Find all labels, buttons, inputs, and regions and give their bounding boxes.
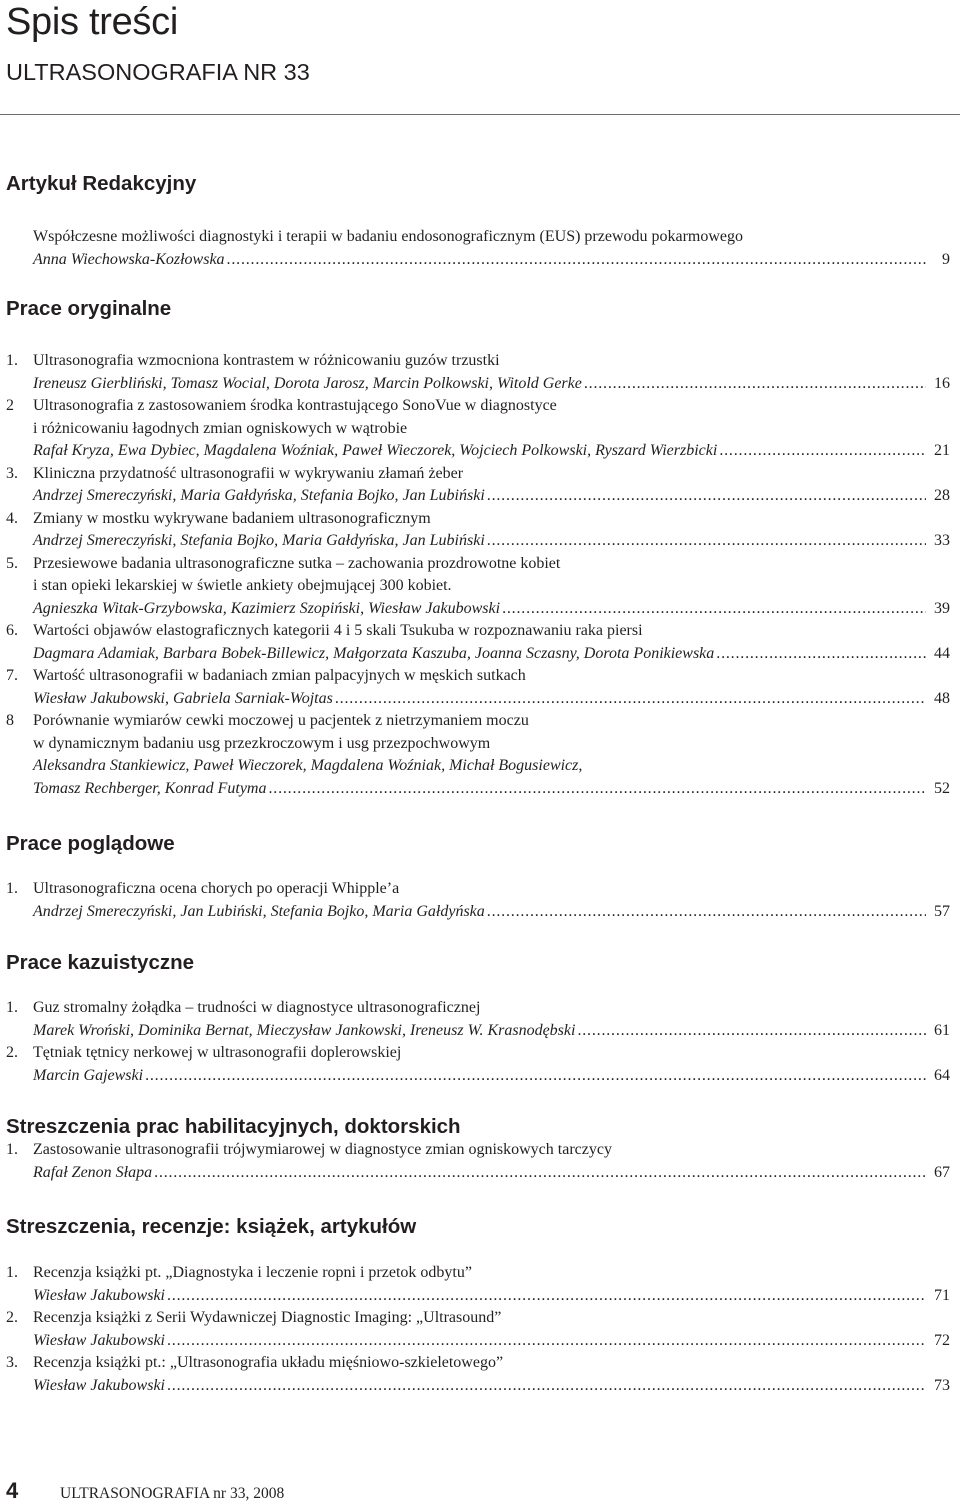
entry-title-line: Recenzja książki pt.: „Ultrasonografia układu mięśniowo-szkieletowego”	[33, 1354, 504, 1371]
toc-entry[interactable]	[6, 350, 950, 395]
footer-journal-name: ULTRASONOGRAFIA nr 33, 2008	[60, 1485, 285, 1502]
entry-number: 1.	[6, 1264, 18, 1281]
entry-title-line: Ultrasonografia z zastosowaniem środka kontrastującego SonoVue w diagnostyce	[33, 397, 557, 414]
entry-authors-page-line	[6, 1162, 950, 1185]
toc-entry[interactable]	[6, 1307, 950, 1352]
entry-number: 5.	[6, 554, 18, 572]
entry-authors-page-line	[6, 1065, 950, 1088]
entry-authors: Anna Wiechowska-Kozłowska	[33, 250, 225, 268]
leader-dots	[502, 598, 926, 621]
leader-dots	[227, 249, 926, 272]
entry-authors-page-line	[6, 688, 950, 711]
entry-authors: Wiesław Jakubowski	[33, 1286, 165, 1304]
entry-page-number: 64	[934, 1066, 950, 1084]
section-title: Artykuł Redakcyjny	[6, 172, 197, 195]
entry-authors: Agnieszka Witak-Grzybowska, Kazimierz Szopiński, Wiesław Jakubowski	[33, 599, 501, 617]
entry-authors: Rafał Zenon Słapa	[33, 1163, 153, 1181]
entry-number: 1.	[6, 880, 18, 897]
entry-authors-page-line	[6, 598, 950, 621]
entry-number: 1.	[6, 999, 18, 1016]
toc-entry[interactable]	[6, 1262, 950, 1307]
leader-dots	[268, 778, 926, 801]
entry-page-number: 44	[934, 644, 950, 662]
leader-dots	[719, 440, 926, 463]
toc-entry[interactable]	[6, 665, 950, 710]
entry-page-number: 28	[934, 487, 950, 504]
entry-title-line: Tętniak tętnicy nerkowej w ultrasonografii doplerowskiej	[33, 1044, 402, 1061]
entry-authors-page-line	[6, 1020, 950, 1043]
entry-authors: Rafał Kryza, Ewa Dybiec, Magdalena Woźniak, Paweł Wieczorek, Wojciech Polkowski, Ryszard Wierzbicki	[33, 442, 718, 459]
entry-page-number: 9	[942, 250, 950, 268]
leader-dots	[716, 643, 926, 666]
toc-entry[interactable]	[6, 997, 950, 1042]
toc-entry[interactable]	[6, 395, 950, 463]
toc-entry[interactable]	[6, 553, 950, 621]
entry-authors: Andrzej Smereczyński, Maria Gałdyńska, Stefania Bojko, Jan Lubiński	[33, 487, 485, 504]
section-title: Streszczenia, recenzje: książek, artykułów	[6, 1215, 417, 1238]
entry-number: 3.	[6, 464, 18, 482]
leader-dots	[145, 1065, 926, 1088]
entry-page-number: 21	[934, 442, 950, 459]
entry-authors: Ireneusz Gierbliński, Tomasz Wocial, Dorota Jarosz, Marcin Polkowski, Witold Gerke	[33, 374, 582, 392]
entry-authors-page-line	[6, 485, 950, 508]
entry-title-line: w dynamicznym badaniu usg przezkroczowym i usg przezpochwowym	[33, 734, 491, 752]
entry-number: 4.	[6, 509, 18, 527]
entry-authors-page-line	[6, 249, 950, 272]
entry-page-number: 67	[934, 1163, 950, 1181]
page-title: Spis treści	[6, 1, 178, 43]
section-title: Streszczenia prac habilitacyjnych, doktorskich	[6, 1115, 461, 1138]
footer-page-number: 4	[6, 1478, 19, 1503]
section-title: Prace kazuistyczne	[6, 951, 195, 974]
entry-title-line: Zastosowanie ultrasonografii trójwymiarowej w diagnostyce zmian ogniskowych tarczycy	[33, 1141, 612, 1158]
entry-number: 2.	[6, 1309, 18, 1326]
header-divider	[0, 114, 960, 115]
journal-issue-title: ULTRASONOGRAFIA NR 33	[6, 59, 310, 85]
entry-page-number: 72	[934, 1331, 950, 1349]
page-footer	[6, 1478, 284, 1504]
entry-number: 2	[6, 397, 14, 414]
entry-title-line: Recenzja książki pt. „Diagnostyka i leczenie ropni i przetok odbytu”	[33, 1264, 472, 1281]
entry-authors-page-line	[6, 643, 950, 666]
section-entries	[6, 997, 950, 1087]
entry-authors: Wiesław Jakubowski	[33, 1376, 165, 1394]
entry-title-line: Wartości objawów elastograficznych kategorii 4 i 5 skali Tsukuba w rozpoznawaniu raka piersi	[33, 622, 643, 639]
entry-authors-page-line	[6, 1330, 950, 1353]
entry-title-line: Zmiany w mostku wykrywane badaniem ultrasonograficznym	[33, 509, 431, 527]
leader-dots	[577, 1020, 926, 1043]
leader-dots	[487, 485, 926, 508]
section-entries	[6, 350, 950, 800]
section-title: Prace poglądowe	[6, 832, 175, 855]
entry-authors: Wiesław Jakubowski, Gabriela Sarniak-Wojtas	[33, 689, 333, 707]
entry-authors: Marek Wroński, Dominika Bernat, Mieczysław Jankowski, Ireneusz W. Krasnodębski	[33, 1021, 576, 1039]
entry-number: 1.	[6, 1141, 18, 1158]
toc-entry[interactable]	[6, 710, 950, 800]
entry-number: 1.	[6, 352, 18, 369]
leader-dots	[167, 1375, 926, 1398]
leader-dots	[154, 1162, 926, 1185]
entry-authors-page-line	[6, 1285, 950, 1308]
entry-page-number: 57	[934, 902, 950, 920]
entry-authors-page-line	[6, 1375, 950, 1398]
entry-title-line: i różnicowaniu łagodnych zmian ogniskowych w wątrobie	[33, 419, 408, 437]
entry-authors: Marcin Gajewski	[33, 1066, 144, 1084]
toc-entry[interactable]	[6, 463, 950, 508]
entry-page-number: 71	[934, 1286, 950, 1304]
entry-title-line: Przesiewowe badania ultrasonograficzne sutka – zachowania prozdrowotne kobiet	[33, 554, 561, 572]
entry-page-number: 73	[934, 1376, 950, 1394]
leader-dots	[335, 688, 926, 711]
entry-title-line: Kliniczna przydatność ultrasonografii w wykrywaniu złamań żeber	[33, 464, 464, 482]
entry-page-number: 16	[934, 374, 950, 392]
leader-dots	[167, 1285, 926, 1308]
toc-entry[interactable]	[6, 1139, 950, 1184]
entry-authors: Wiesław Jakubowski	[33, 1331, 165, 1349]
section-title: Prace oryginalne	[6, 297, 172, 320]
entry-authors-page-line	[6, 373, 950, 396]
entry-page-number: 48	[934, 689, 950, 707]
toc-entry[interactable]	[6, 226, 950, 271]
entry-authors: Andrzej Smereczyński, Jan Lubiński, Stefania Bojko, Maria Gałdyńska	[33, 902, 485, 920]
entry-authors-line: Aleksandra Stankiewicz, Paweł Wieczorek, Magdalena Woźniak, Michał Bogusiewicz,	[33, 757, 583, 774]
entry-title-line: i stan opieki lekarskiej w świetle ankiety obejmującej 300 kobiet.	[33, 577, 452, 594]
entry-title-line: Współczesne możliwości diagnostyki i terapii w badaniu endosonograficznym (EUS) przewodu pokarmowego	[33, 228, 744, 245]
entry-title-line: Ultrasonografia wzmocniona kontrastem w różnicowaniu guzów trzustki	[33, 352, 500, 369]
section-entries	[6, 1262, 950, 1397]
entry-authors-page-line	[6, 778, 950, 801]
toc-entry[interactable]	[6, 878, 950, 923]
entry-authors: Andrzej Smereczyński, Stefania Bojko, Maria Gałdyńska, Jan Lubiński	[33, 532, 485, 549]
entry-title-line: Guz stromalny żołądka – trudności w diagnostyce ultrasonograficznej	[33, 999, 481, 1016]
entry-number: 3.	[6, 1354, 18, 1371]
leader-dots	[487, 530, 926, 553]
entry-title-line: Ultrasonograficzna ocena chorych po operacji Whipple’a	[33, 880, 400, 897]
entry-authors: Tomasz Rechberger, Konrad Futyma	[33, 779, 267, 797]
page-header	[6, 0, 310, 86]
entry-authors-page-line	[6, 440, 950, 463]
section-entries	[6, 226, 950, 271]
entry-number: 7.	[6, 667, 18, 684]
entry-page-number: 61	[934, 1021, 950, 1039]
entry-title-line: Porównanie wymiarów cewki moczowej u pacjentek z nietrzymaniem moczu	[33, 712, 529, 729]
entry-page-number: 39	[934, 599, 950, 617]
entry-authors-page-line	[6, 530, 950, 553]
leader-dots	[167, 1330, 926, 1353]
entry-authors: Dagmara Adamiak, Barbara Bobek-Billewicz, Małgorzata Kaszuba, Joanna Sczasny, Dorota Ponikiewska	[33, 644, 715, 662]
toc-entry[interactable]	[6, 620, 950, 665]
entry-number: 8	[6, 712, 14, 729]
toc-entry[interactable]	[6, 1042, 950, 1087]
leader-dots	[487, 901, 926, 924]
leader-dots	[584, 373, 926, 396]
toc-entry[interactable]	[6, 1352, 950, 1397]
entry-title-line: Wartość ultrasonografii w badaniach zmian palpacyjnych w męskich sutkach	[33, 667, 526, 684]
entry-page-number: 33	[934, 532, 950, 549]
section-entries	[6, 878, 950, 923]
entry-title-line: Recenzja książki z Serii Wydawniczej Diagnostic Imaging: „Ultrasound”	[33, 1309, 502, 1326]
section-entries	[6, 1139, 950, 1184]
toc-entry[interactable]	[6, 508, 950, 553]
entry-page-number: 52	[934, 779, 950, 797]
entry-number: 6.	[6, 622, 18, 639]
entry-number: 2.	[6, 1044, 18, 1061]
entry-authors-page-line	[6, 901, 950, 924]
